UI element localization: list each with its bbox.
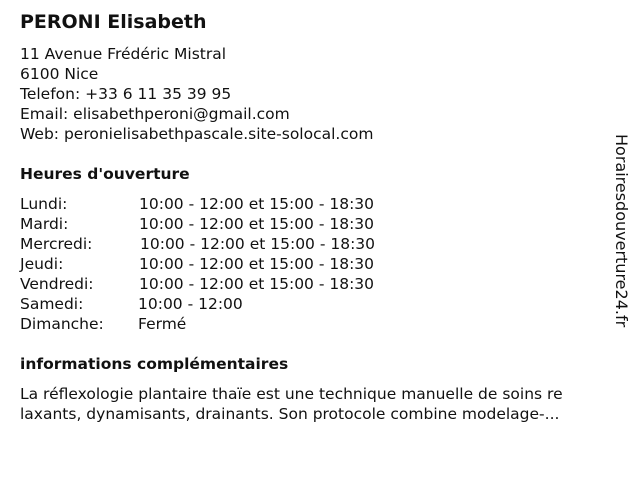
- time-value: 10:00 - 12:00: [138, 295, 243, 313]
- time-value: 10:00 - 12:00 et 15:00 - 18:30: [139, 215, 375, 233]
- description-line: La réflexologie plantaire thaïe est une technique manuelle de soins re: [20, 385, 563, 403]
- address-city: 6100 Nice: [20, 65, 99, 83]
- site-watermark: Horairesdouverture24.fr: [612, 134, 631, 328]
- time-value: 10:00 - 12:00 et 15:00 - 18:30: [139, 255, 375, 273]
- description-line: laxants, dynamisants, drainants. Son protocole combine modelage-...: [20, 405, 560, 423]
- day-label: Dimanche:: [20, 315, 104, 333]
- time-value: 10:00 - 12:00 et 15:00 - 18:30: [139, 195, 375, 213]
- business-name: PERONI Elisabeth: [20, 11, 207, 33]
- address-street: 11 Avenue Frédéric Mistral: [20, 45, 227, 63]
- time-value: 10:00 - 12:00 et 15:00 - 18:30: [139, 275, 375, 293]
- day-label: Samedi:: [20, 295, 84, 313]
- time-value: 10:00 - 12:00 et 15:00 - 18:30: [140, 235, 376, 253]
- day-label: Lundi:: [20, 195, 68, 213]
- day-label: Mercredi:: [20, 235, 93, 253]
- day-label: Mardi:: [20, 215, 69, 233]
- time-value: Fermé: [138, 315, 187, 333]
- day-label: Jeudi:: [20, 255, 64, 273]
- additional-info-heading: informations complémentaires: [20, 355, 289, 373]
- contact-block: [20, 44, 373, 144]
- web-line[interactable]: Web: peronielisabethpascale.site-solocal.com: [20, 125, 374, 143]
- opening-hours-heading: Heures d'ouverture: [20, 165, 190, 183]
- email-line[interactable]: Email: elisabethperoni@gmail.com: [20, 105, 290, 123]
- phone-line[interactable]: Telefon: +33 6 11 35 39 95: [20, 85, 232, 103]
- description-text: [20, 384, 632, 424]
- day-label: Vendredi:: [20, 275, 94, 293]
